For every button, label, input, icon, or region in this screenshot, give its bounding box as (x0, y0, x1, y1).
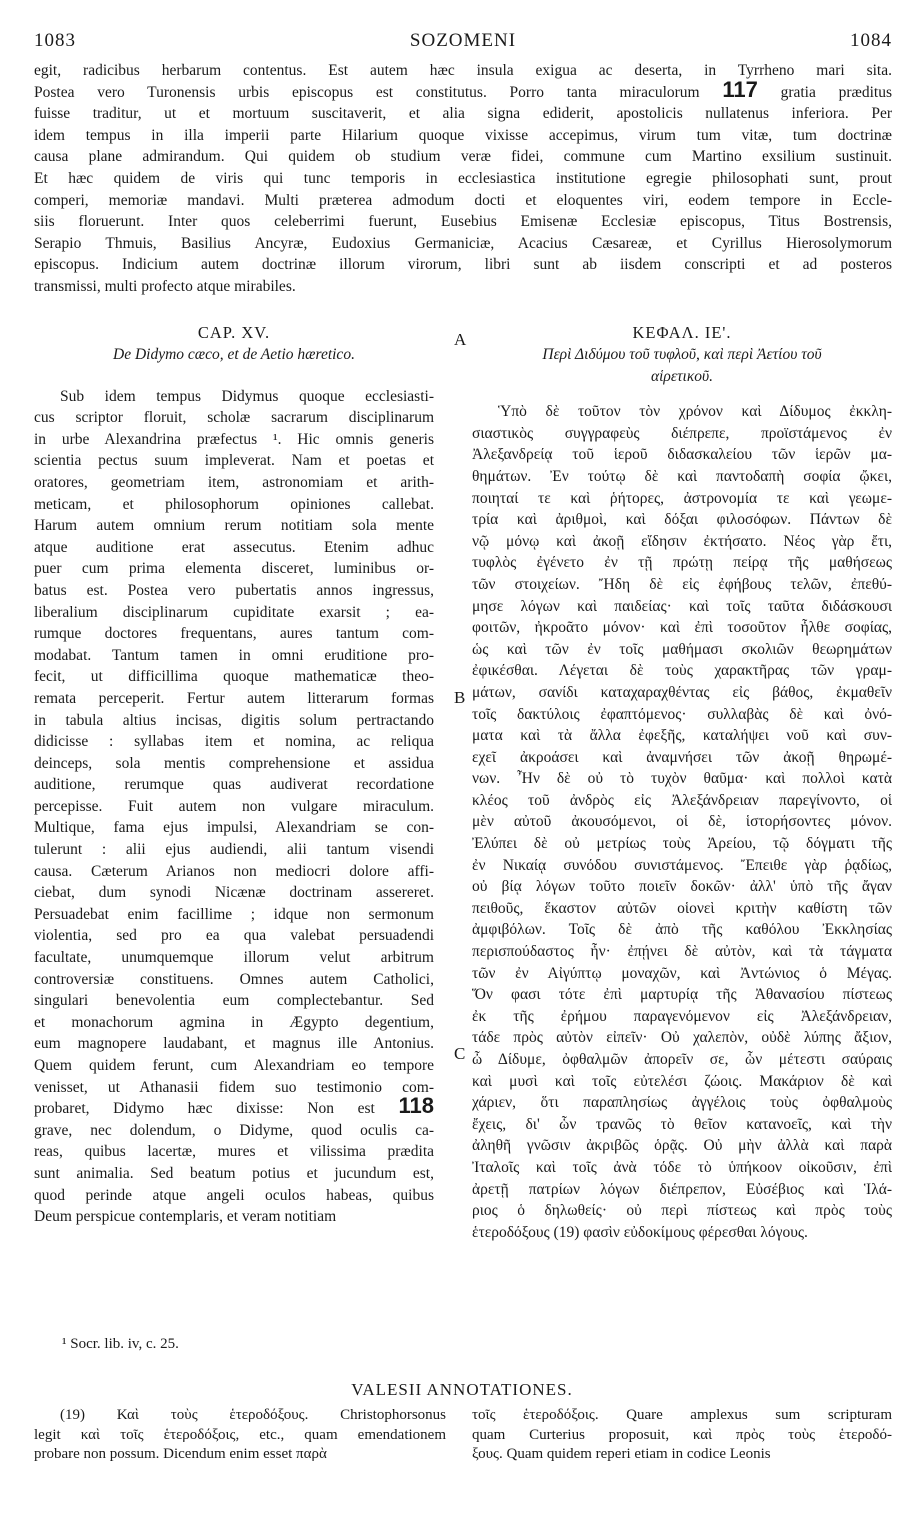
margin-number: 117 (722, 76, 758, 102)
text-line: deinceps, sola mentis comprehensione et assidua (34, 754, 434, 772)
text-line: transmissi, multi profecto atque mirabiles. (34, 277, 296, 295)
text-line: χάριεν, ὅτι παραπλησίως ἀγγέλοις τοὺς ὀφθαλμοὺς (472, 1094, 892, 1112)
text-line: controversiæ constituens. Omnes autem Catholici, (34, 970, 434, 988)
text-line: Deum perspicue contemplaris, et veram notitiam (34, 1208, 337, 1226)
annotation-line: ξους. Quam quidem reperi etiam in codice Leonis (472, 1446, 771, 1462)
text-line: idem tempus in illa imperii parte Hilarium quoque vixisse accepimus, virum tum vitæ, tum doctrinæ (34, 126, 892, 144)
text-line: Persuadebat enim facillime ; idque non sermonum (34, 905, 434, 923)
text-line: τάδε πρὸς αὐτὸν εἰπεῖν· Οὐ χαλεπὸν, οὐδὲ λύπης ἄξιον, (472, 1029, 892, 1047)
text-line: Serapio Thmuis, Basilius Ancyræ, Eudoxius Germaniciæ, Acacius Cæsareæ, et Cyrillus Hierosolymorum (34, 234, 892, 252)
text-line: νων. Ἦν δὲ οὐ τὸ τυχὸν θαῦμα· καὶ πολλοὶ κατὰ (472, 770, 892, 788)
text-line: Ὅν φασι τότε ἐπὶ μαρτυρίᾳ τῆς Ἀθανασίου πίστεως (472, 986, 892, 1004)
text-line: καὶ μυσὶ καὶ τοῖς εὐτελέσι ζώοις. Μακάριον δὲ καὶ (472, 1072, 892, 1090)
text-line: Multique, fama ejus impulsi, Alexandriam se con- (34, 819, 434, 837)
text-line: causa. Cæterum Arianos non mediocri dolore affi- (34, 862, 434, 880)
text-line: atque auditione erat assecutus. Etenim adhuc (34, 538, 434, 556)
text-line: didicisse : syllabas item et nomina, ac reliqua (34, 733, 434, 751)
text-line: Et hæc quidem de viris qui tunc temporis in ecclesiastica institutione egregie philosophati sunt, prout (34, 169, 892, 187)
text-line: puer cum prima elementa disceret, luminibus or- (34, 560, 434, 578)
text-line: θημάτων. Ἐν τούτῳ δὲ καὶ παντοδαπὴ σοφία ᾤκει, (472, 467, 892, 485)
text-line: μησε λόγων καὶ παιδείας· καὶ τοῖς ταῦτα διδάσκουσι (472, 597, 892, 615)
text-line: τυφλὸς ἐγένετο ἐν τῇ πρώτῃ πείρᾳ τῆς μαθήσεως (472, 554, 892, 572)
page-number-right: 1084 (850, 30, 892, 51)
latin-body (34, 386, 434, 1228)
greek-column (472, 322, 892, 1243)
text-line: ποιηταί τε καὶ ῥήτορες, ἀστρονομία τε καὶ γεωμε- (472, 489, 892, 507)
text-line: ἀληθῆ γνῶσιν ἀκριβῶς ὁρᾷς. Οὐ μὴν ἀλλὰ καὶ παρὰ (472, 1137, 892, 1155)
text-line: scientia pectus suum impleverat. Nam et poetas et (34, 452, 434, 470)
text-line: τῶν ἐν Αἰγύπτῳ μοναχῶν, καὶ Ἀντώνιος ὁ Μέγας. (472, 964, 892, 982)
text-line: Ἰταλοῖς καὶ τοῖς ἀνὰ τόδε τὸ ὑπήκοον οἰκοῦσιν, ἐπὶ (472, 1158, 892, 1176)
text-segment: gratia præditus (757, 83, 892, 101)
text-line: Ἐλύπει δὲ οὐ μετρίως τοὺς Ἀρείου, τῷ δόγματι τῆς (472, 835, 892, 853)
annotations-title: VALESII ANNOTATIONES. (351, 1380, 573, 1399)
footnote: ¹ Socr. lib. iv, c. 25. (62, 1336, 179, 1352)
text-line: πειθοῦς, ἕκαστον αὐτῶν οἱονεὶ κριτὴν καθίστη τῶν (472, 899, 892, 917)
text-line: ἐκ τῆς ἐρήμου παραγενόμενον εἰς Ἀλεξάνδρειαν, (472, 1007, 892, 1025)
text-line: οὐ βίᾳ λόγων τοῦτο ποιεῖν δοκῶν· ἀλλ' ὑπὸ τῆς ἄγαν (472, 878, 892, 896)
text-line: τῶν στοιχείων. Ἤδη δὲ εἰς ἐφήβους τελῶν, ἐπεθύ- (472, 575, 892, 593)
text-line: quod perinde atque angeli oculos habeas, quibus (34, 1186, 434, 1204)
text-line: μὲν αὐτοῦ ἀκουσόμενοι, οἱ δὲ, ἱστορήσοντες μόνον. (472, 813, 892, 831)
text-line: ὦ Δίδυμε, ὀφθαλμῶν ἀπορεῖν σε, ὧν μέτεστι σαύραις (472, 1051, 892, 1068)
text-line (34, 1093, 434, 1120)
chapter-subtitle-greek-2: αἱρετικοῦ. (650, 367, 714, 385)
annotation-line: (19) Καὶ τοὺς ἑτεροδόξους. Christophorsonus (60, 1407, 446, 1423)
text-line: cus scriptor floruit, scholæ sacrarum disciplinarum (34, 409, 434, 427)
text-line: τρία καὶ ἀριθμοὶ, καὶ δόξαι φιλοσόφων. Πάντων δὲ (472, 511, 892, 529)
annotations-right (472, 1406, 892, 1465)
text-line (34, 76, 892, 104)
text-line: reas, quibus lacertæ, mures et vilissima prædita (34, 1143, 434, 1161)
text-line: ciebat, dum synodi Nicænæ doctrinam assereret. (34, 884, 434, 902)
text-line: venisset, ut Athanasii fidem suo testimonio com- (34, 1078, 434, 1096)
text-line: ἀρετῇ πατρίων λόγων διέπρεπον, Εὐσέβιος καὶ Ἱλά- (472, 1180, 892, 1198)
greek-body (472, 401, 892, 1243)
text-line: episcopus. Indicium autem doctrinæ illorum virorum, libri sunt ab iisdem conscripti et ad posteros (34, 256, 892, 274)
text-line: ματα καὶ τὰ ἄλλα ἐφεξῆς, καταλήψει νοῦ καὶ συν- (472, 727, 892, 745)
text-line: rumque doctores frequentans, aures tantum com- (34, 625, 434, 643)
running-title: SOZOMENI (409, 30, 517, 51)
text-line: batus est. Postea vero pubertatis annos ingressus, (34, 581, 434, 599)
text-line: ἐφικέσθαι. Λέγεται δὲ τοὺς χαρακτῆρας τῶν γραμ- (472, 662, 892, 680)
annotations-left (34, 1406, 446, 1465)
text-line: oratores, geometriam item, astronomiam et arith- (34, 473, 434, 491)
text-line: violentia, sed pro ea qua valebat persuadendi (34, 927, 434, 945)
text-line: et monachorum agmina in Ægypto degentium, (34, 1013, 434, 1031)
annotation-line: legit καὶ τοῖς ἑτεροδόξοις, etc., quam emendationem (34, 1426, 446, 1443)
chapter-subtitle-greek: Περὶ Διδύμου τοῦ τυφλοῦ, καὶ περὶ Ἀετίου τοῦ (542, 346, 822, 363)
intro-paragraph (34, 60, 892, 298)
margin-marker-a: A (454, 330, 467, 349)
text-line: tulerunt : alii ejus audiendi, alii tantum visendi (34, 841, 434, 859)
text-line: Harum autem omnium rerum notitiam sola mente (34, 517, 434, 535)
text-line: in tabula altius incisas, digitis solum pertractando (34, 711, 434, 729)
text-line: ὡς καὶ τῶν ἐν τοῖς μαθήμασι σκολιῶν θεωρημάτων (472, 640, 892, 658)
text-line: νῷ μόνῳ καὶ ἀκοῇ εἴδησιν ἐκτήσατο. Νέος γὰρ ἔτι, (472, 532, 892, 550)
chapter-heading-greek: ΚΕΦΑΛ. ΙΕ'. (632, 323, 732, 342)
annotation-line: probare non possum. Dicendum enim esset παρὰ (34, 1446, 327, 1462)
text-line: Quem quidem ferunt, cum Alexandriam eo tempore (34, 1057, 434, 1074)
text-line: εχεῖ ἀκροάσει καὶ ἀναμνήσει τῶν ἀκοῇ θηρωμέ- (472, 748, 892, 766)
text-line: egit, radicibus herbarum contentus. Est autem hæc insula exigua ac deserta, in Tyrrheno mari sita. (34, 62, 892, 79)
annotation-line: quam Curterius proposuit, καὶ πρὸς τοὺς ἑτεροδό- (472, 1426, 892, 1443)
text-line: comperi, memoriæ mandavi. Multi præterea admodum docti et eloquentes viri, eodem tempore in Eccle- (34, 191, 892, 209)
text-line: περισπούδαστος ἦν· ἐπῄνει δὲ αὐτὸν, καὶ τὰ τάγματα (472, 943, 892, 961)
margin-marker-b: B (454, 688, 466, 707)
text-line: μάτων, σανίδι καταχαραχθέντας εἰς βάθος, ἐκμαθεῖν (472, 683, 892, 701)
text-line: ἐν Νικαίᾳ συνόδου συνιστάμενος. Ἔπειθε γὰρ ῥᾳδίως, (472, 856, 892, 874)
text-line: τοῖς δακτύλοις ἐφαπτόμενος· συλλαβὰς δὲ καὶ ὀνό- (472, 705, 892, 723)
text-line: ἑτεροδόξους (19) φασὶν εὐδοκίμους φέρεσθαι λόγους. (472, 1223, 808, 1241)
text-line: Ὑπὸ δὲ τοῦτον τὸν χρόνον καὶ Δίδυμος ἐκκλη- (498, 403, 892, 421)
text-line: modabat. Tantum tamen in omni eruditione pro- (34, 646, 434, 664)
text-line: percepisse. Fuit autem non vulgare miraculum. (34, 797, 434, 815)
margin-number: 118 (398, 1093, 434, 1119)
text-line: grave, nec dolendum, o Didyme, quod oculis ca- (34, 1121, 434, 1139)
text-line: siis floruerunt. Inter quos celeberrimi fuerunt, Eusebius Emisenæ Ecclesiæ episcopus, Titus Bostrensis, (34, 213, 892, 231)
text-line: σιαστικὸς συγγραφεὺς διέπρεπε, προϊστάμενος ἐν (472, 424, 892, 442)
text-line: ριος ὁ δηλωθείς· οὐ περὶ πίστεως καὶ πρὸς τοὺς (472, 1202, 892, 1220)
text-line: facultate, unumquemque illorum velut arbitrum (34, 949, 434, 967)
text-line: causa plane admirandum. Qui quidem ob studium veræ fidei, commune cum Martino exsilium sustinuit. (34, 148, 892, 166)
text-line: ἀμφιβόλων. Τοῖς δὲ ἀπὸ τῆς καθόλου Ἐκκλησίας (472, 921, 892, 939)
text-line: fecit, ut difficillima quoque mathematicæ theo- (34, 668, 434, 686)
text-segment: Postea vero Turonensis urbis episcopus est constitutus. Porro tanta miraculorum (34, 83, 723, 101)
text-line: φοιτῶν, ἠκροᾶτο μόνον· καὶ ἐπὶ τοσοῦτον ἦλθε σοφίας, (472, 619, 892, 637)
text-line: Ἀλεξανδρείᾳ τοῦ ἱεροῦ διδασκαλείου τῶν ἱερῶν μα- (472, 446, 892, 464)
text-line: in urbe Alexandrina præfectus ¹. Hic omnis generis (34, 430, 434, 448)
margin-marker-c: C (454, 1044, 466, 1063)
page-header (34, 30, 892, 56)
text-line: liberalium disciplinarum cupiditate exarsit ; ea- (34, 603, 434, 621)
text-line: Sub idem tempus Didymus quoque ecclesiasti- (60, 387, 434, 405)
page-number-left: 1083 (34, 30, 76, 51)
text-segment: probaret, Didymo hæc dixisse: Non est (34, 1100, 399, 1118)
latin-column (34, 322, 434, 1228)
text-line: κλέος τοῦ ἀνδρὸς εἰς Ἀλεξάνδρειαν παρεγίνοντο, οἱ (472, 791, 892, 809)
chapter-subtitle: De Didymo cæco, et de Aetio hæretico. (113, 346, 355, 363)
text-line: meticam, et philosophorum opiniones callebat. (34, 495, 434, 513)
chapter-heading: CAP. XV. (197, 323, 271, 342)
text-line: fuisse traditur, ut et mortuum suscitaverit, et alia signa ediderit, apostolicis nullatenus inferiora. Per (34, 105, 892, 123)
text-line: ἔχεις, δι' ὧν τρανῶς τὸ θεῖον κατανοεῖς, καὶ τὴν (472, 1115, 892, 1133)
text-line: auditione, rerumque quas audiverat recordatione (34, 776, 434, 794)
text-line: sunt animalia. Sed beatum potius et jucundum est, (34, 1164, 434, 1182)
text-line: eum magnopere laudabant, et magnus ille Antonius. (34, 1035, 434, 1053)
annotation-line: τοῖς ἑτεροδόξοις. Quare amplexus sum scripturam (472, 1407, 892, 1423)
text-line: singulari benevolentia eum complectebantur. Sed (34, 992, 434, 1010)
text-line: remata perceperit. Fertur autem litterarum formas (34, 689, 434, 707)
